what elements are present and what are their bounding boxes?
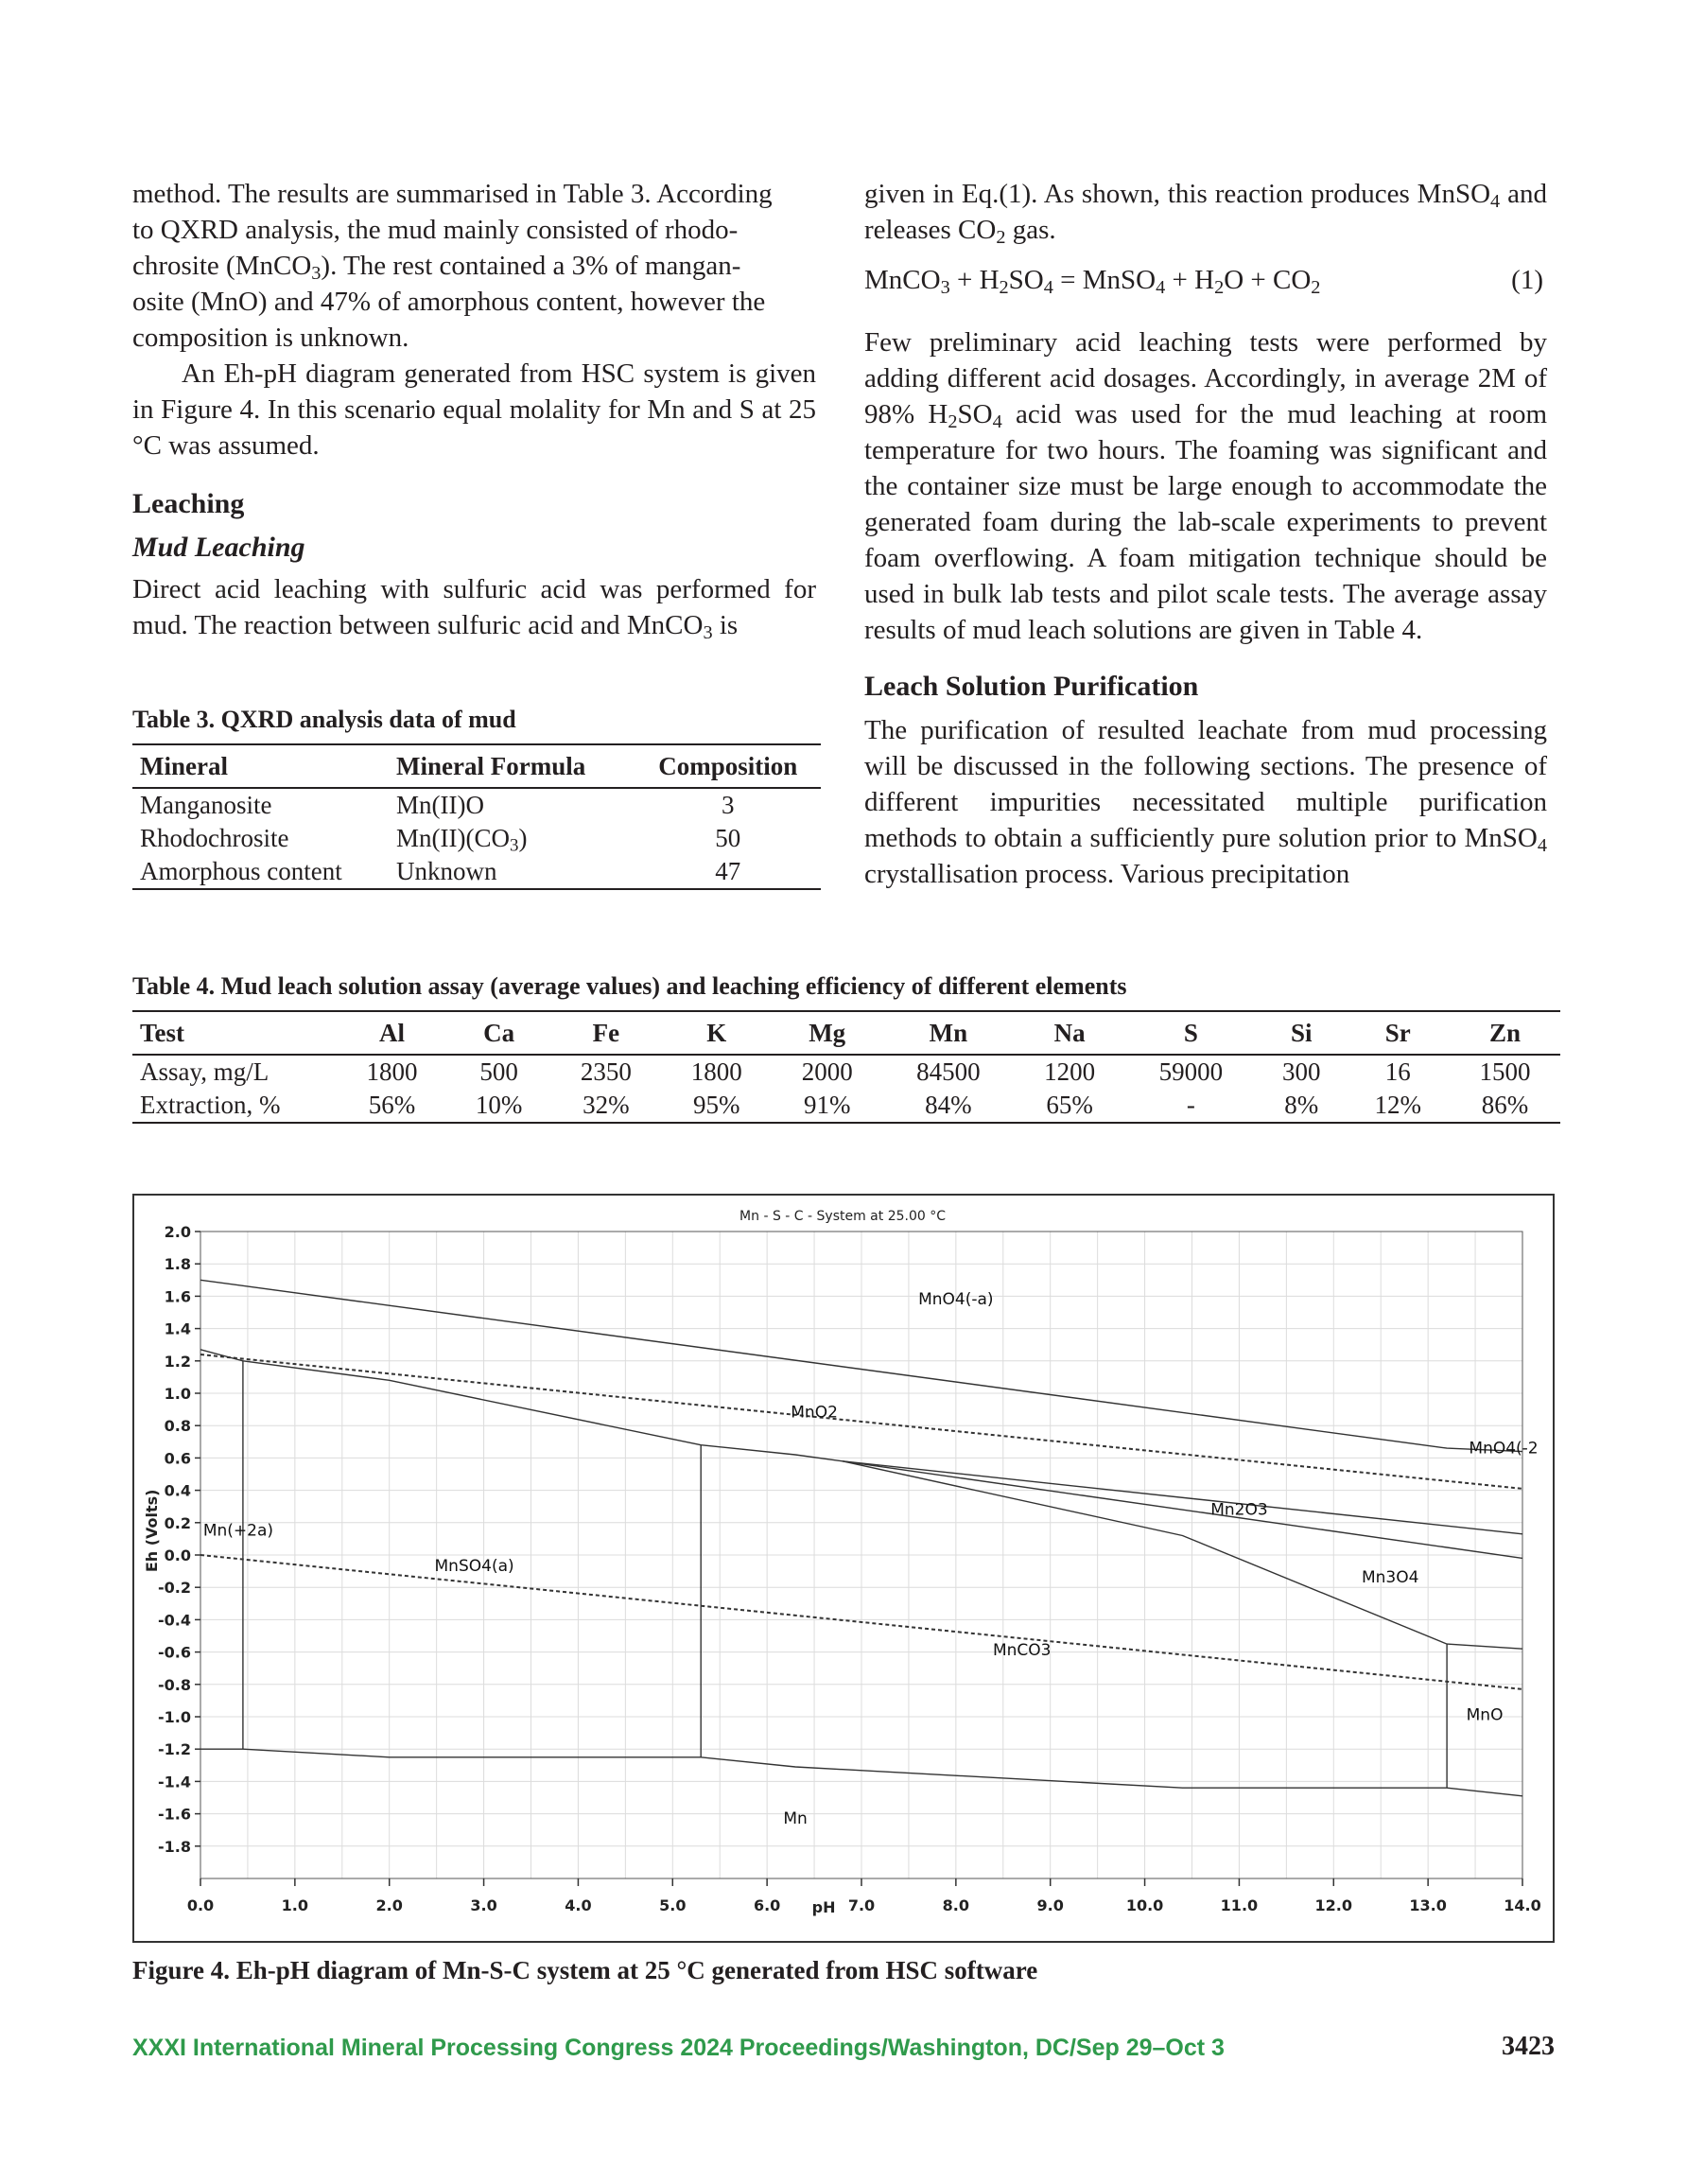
x-tick-label: 11.0 <box>1220 1896 1259 1914</box>
y-tick-label: 1.6 <box>164 1287 191 1306</box>
table-header-cell: Fe <box>550 1011 661 1055</box>
heading-leach-solution-purification: Leach Solution Purification <box>864 671 1199 702</box>
equation-1 <box>864 265 1547 299</box>
y-tick-label: 0.4 <box>164 1481 191 1500</box>
region-label: Mn3O4 <box>1361 1568 1419 1588</box>
x-tick-label: 8.0 <box>942 1896 970 1914</box>
y-tick-label: -1.6 <box>158 1805 191 1824</box>
x-tick-label: 7.0 <box>847 1896 876 1914</box>
table-cell: 1500 <box>1479 1057 1531 1086</box>
table-cell: 1800 <box>366 1057 418 1086</box>
region-label: Mn2O3 <box>1210 1500 1268 1520</box>
table-header-cell: Mg <box>772 1011 882 1055</box>
paragraph-direct-acid: Direct acid leaching with sulfuric acid was performed for mud. The reaction between sulfuric acid and MnCO$_3$ is <box>132 574 816 644</box>
table-header-cell: Na <box>1015 1011 1125 1055</box>
table4-caption: Table 4. Mud leach solution assay (average values) and leaching efficiency of different elements <box>132 972 1127 1000</box>
table-cell: Manganosite <box>140 791 272 819</box>
x-tick-label: 10.0 <box>1125 1896 1164 1914</box>
table-cell: 2000 <box>801 1057 853 1086</box>
y-tick-label: 1.8 <box>164 1255 191 1274</box>
table-header-row <box>132 1011 1560 1055</box>
right-column <box>864 176 1547 248</box>
table-header-cell: Mineral Formula <box>389 744 635 788</box>
table-header-cell: K <box>661 1011 772 1055</box>
region-label: Mn(+2a) <box>202 1521 274 1541</box>
table-cell: 50 <box>715 824 741 852</box>
y-tick-label: 2.0 <box>164 1223 191 1241</box>
y-tick-label: -1.2 <box>158 1740 191 1759</box>
left-column <box>132 176 816 643</box>
paragraph-eh-ph: An Eh-pH diagram generated from HSC system is given in Figure 4. In this scenario equal molality for Mn and S at 25 °C was assumed. <box>132 358 816 461</box>
y-tick-label: -0.4 <box>158 1611 191 1630</box>
region-label: Mn <box>783 1808 808 1828</box>
table-cell: Assay, mg/L <box>140 1057 270 1086</box>
page-number: 3423 <box>1502 2032 1555 2061</box>
x-tick-label: 1.0 <box>281 1896 309 1914</box>
y-tick-label: 0.6 <box>164 1449 191 1468</box>
region-label: MnO4(-a) <box>918 1289 994 1309</box>
table-header-cell: Composition <box>635 744 821 788</box>
equation-text: MnCO$_3$ + $H_2SO_4$ = MnSO$_4$ + $H_2O + CO_2$ <box>864 265 1321 299</box>
x-tick-label: 13.0 <box>1409 1896 1447 1914</box>
table-cell: 2350 <box>580 1057 632 1086</box>
table-header-cell: Mineral <box>132 744 389 788</box>
y-tick-label: 0.8 <box>164 1417 191 1436</box>
table-header-cell: Sr <box>1347 1011 1450 1055</box>
x-tick-label: 4.0 <box>565 1896 592 1914</box>
table-header-cell: Test <box>132 1011 337 1055</box>
table3-caption: Table 3. QXRD analysis data of mud <box>132 706 516 733</box>
table-cell: 32% <box>550 1089 661 1123</box>
chart-title: Mn - S - C - System at 25.00 °C <box>739 1209 947 1224</box>
x-axis-label: pH <box>811 1898 836 1916</box>
y-tick-label: -0.6 <box>158 1643 191 1662</box>
x-tick-label: 2.0 <box>375 1896 403 1914</box>
right-column-lower <box>864 324 1547 892</box>
table-cell: 95% <box>661 1089 772 1123</box>
paragraph-qxrd-summary: method. The results are summarised in Table 3. According to QXRD analysis, the mud mainly consisted of rhodo- chrosite (MnCO$_3$). The rest contained a 3% of mangan- osite (MnO) and 47% of amorphous content, however the composition is unknown. <box>132 179 773 353</box>
table-cell: Unknown <box>389 855 635 889</box>
table-cell: 86% <box>1450 1089 1560 1123</box>
table-cell: 47 <box>635 855 821 889</box>
table-row <box>132 855 821 889</box>
table-cell: - <box>1125 1089 1258 1123</box>
heading-mud-leaching: Mud Leaching <box>132 532 305 563</box>
table-cell: $Mn(II)(CO_3)$ <box>396 824 528 856</box>
y-tick-label: 0.0 <box>164 1546 191 1564</box>
x-tick-label: 5.0 <box>659 1896 687 1914</box>
phase-boundary-line <box>843 1461 1522 1559</box>
table-row <box>132 822 821 855</box>
phase-boundary-line <box>243 1361 1522 1534</box>
y-tick-label: 1.0 <box>164 1385 191 1403</box>
footer-proceedings: XXXI International Mineral Processing Congress 2024 Proceedings/Washington, DC/Sep 29–Oct 3 <box>132 2035 1225 2061</box>
figure-4-caption: Figure 4. Eh-pH diagram of Mn-S-C system at 25 °C generated from HSC software <box>132 1956 1038 1984</box>
heading-leaching: Leaching <box>132 488 245 519</box>
x-tick-label: 3.0 <box>470 1896 497 1914</box>
phase-boundary-line <box>200 1350 243 1361</box>
table-header-cell: S <box>1125 1011 1258 1055</box>
table-cell: 300 <box>1282 1057 1321 1086</box>
x-tick-label: 14.0 <box>1504 1896 1541 1914</box>
x-tick-label: 6.0 <box>753 1896 781 1914</box>
table-header-row <box>132 744 821 788</box>
table-header-cell: Zn <box>1450 1011 1560 1055</box>
eh-ph-diagram <box>134 1196 1553 1941</box>
table-cell: 3 <box>722 791 735 819</box>
table-row <box>132 1055 1560 1089</box>
table-cell: 12% <box>1347 1089 1450 1123</box>
paragraph-purification: The purification of resulted leachate from mud processing will be discussed in the following sections. The presence of different impurities necessitated multiple purification methods to obtain a sufficiently pure solution prior to MnSO$_4$ crystallisation process. Various precipitation <box>864 715 1547 889</box>
table-cell: 59000 <box>1158 1057 1224 1086</box>
table-cell: 84500 <box>916 1057 981 1086</box>
y-tick-label: -1.4 <box>158 1773 191 1791</box>
table-cell: 91% <box>772 1089 882 1123</box>
region-label: MnO4(-2 <box>1469 1439 1539 1459</box>
equation-number: (1) <box>1511 265 1543 295</box>
x-tick-label: 0.0 <box>186 1896 215 1914</box>
x-tick-label: 9.0 <box>1036 1896 1064 1914</box>
table-row <box>132 788 821 822</box>
y-tick-label: 1.4 <box>164 1319 191 1338</box>
table-cell: 1800 <box>690 1057 742 1086</box>
y-tick-label: -1.0 <box>158 1708 191 1726</box>
table-header-cell: Al <box>337 1011 447 1055</box>
table-header-cell: Mn <box>882 1011 1015 1055</box>
table-row <box>132 1089 1560 1123</box>
table-cell: Amorphous content <box>132 855 389 889</box>
y-tick-label: -1.8 <box>158 1837 191 1856</box>
table-cell: 84% <box>882 1089 1015 1123</box>
table-cell: 16 <box>1384 1057 1411 1086</box>
table-cell: 10% <box>447 1089 550 1123</box>
y-tick-label: -0.8 <box>158 1675 191 1694</box>
table-cell: Rhodochrosite <box>140 824 289 852</box>
table-cell: 65% <box>1015 1089 1125 1123</box>
region-label: MnCO3 <box>992 1641 1052 1661</box>
table-cell: 1200 <box>1044 1057 1096 1086</box>
region-label: MnO <box>1466 1705 1504 1725</box>
table-header-cell: Si <box>1257 1011 1346 1055</box>
y-tick-label: 1.2 <box>164 1352 191 1371</box>
table-cell: 56% <box>337 1089 447 1123</box>
paragraph-eq-intro: given in Eq.(1). As shown, this reaction produces MnSO$_4$ and releases $CO_2$ gas. <box>864 179 1548 249</box>
paragraph-acid-leaching: Few preliminary acid leaching tests were performed by adding different acid dosages. Accordingly, in average 2M of 98% $H_2SO_4$ acid was used for the mud leaching at room temperature for two hours. The foaming was significant and the container size must be large enough to accommodate the generated foam during the lab-scale experiments to prevent foam overflowing. A foam mitigation technique should be used in bulk lab tests and pilot scale tests. The average assay results of mud leach solutions are given in Table 4. <box>864 327 1547 645</box>
table-cell: Mn(II)O <box>396 791 484 819</box>
table-header-cell: Ca <box>447 1011 550 1055</box>
region-label: MnSO4(a) <box>434 1557 514 1577</box>
table-cell: 500 <box>479 1057 518 1086</box>
table4 <box>132 1010 1560 1124</box>
region-label: MnO2 <box>791 1403 838 1423</box>
x-tick-label: 12.0 <box>1314 1896 1353 1914</box>
y-tick-label: -0.2 <box>158 1579 191 1598</box>
table-cell: 8% <box>1257 1089 1346 1123</box>
y-tick-label: 0.2 <box>164 1513 191 1532</box>
table-cell: Extraction, % <box>132 1089 337 1123</box>
table3 <box>132 743 821 890</box>
figure-4-frame <box>132 1194 1555 1943</box>
y-axis-label: Eh (Volts) <box>143 1489 161 1573</box>
